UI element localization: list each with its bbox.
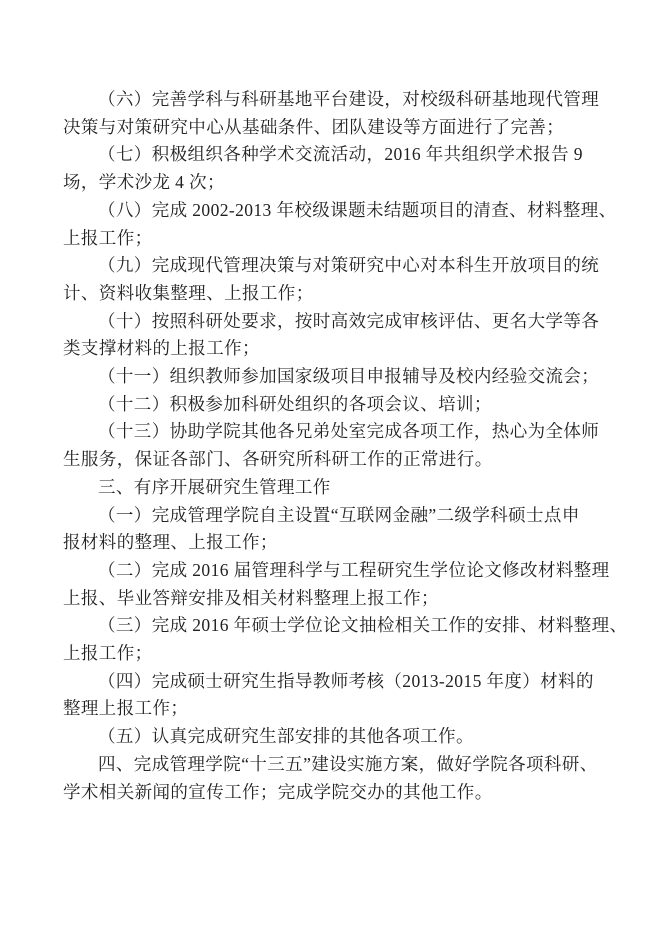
document-line: （四）完成硕士研究生指导教师考核（2013-2015 年度）材料的 [98,670,594,691]
document-line: （十）按照科研处要求，按时高效完成审核评估、更名大学等各 [98,310,600,331]
document-line: （八）完成 2002-2013 年校级课题未结题项目的清查、材料整理、 [98,199,617,220]
document-line: 场，学术沙龙 4 次； [63,172,225,193]
document-line: 类支撑材料的上报工作； [63,338,260,359]
document-line: （三）完成 2016 年硕士学位论文抽检相关工作的安排、材料整理、 [98,615,628,636]
document-line: 报材料的整理、上报工作； [63,532,278,553]
document-line: （二）完成 2016 届管理科学与工程研究生学位论文修改材料整理 [98,559,610,580]
document-line: （五）认真完成研究生部安排的其他各项工作。 [98,726,474,747]
document-line: 四、完成管理学院“十三五”建设实施方案，做好学院各项科研、 [98,753,598,774]
document-line: 上报、毕业答辩安排及相关材料整理上报工作； [63,587,439,608]
document-line: 决策与对策研究中心从基础条件、团队建设等方面进行了完善； [63,116,565,137]
document-line: （十三）协助学院其他各兄弟处室完成各项工作，热心为全体师 [98,421,600,442]
document-line: （十一）组织教师参加国家级项目申报辅导及校内经验交流会； [98,366,600,387]
document-line: （一）完成管理学院自主设置“互联网金融”二级学科硕士点申 [98,504,580,525]
document-line: （六）完善学科与科研基地平台建设，对校级科研基地现代管理 [98,89,600,109]
document-line: 计、资料收集整理、上报工作； [63,282,314,303]
document-line: （七）积极组织各种学术交流活动，2016 年共组织学术报告 9 [98,144,583,165]
document-body [63,86,628,806]
document-line: 上报工作； [63,643,153,664]
document-line: 上报工作； [63,227,153,248]
document-line: 整理上报工作； [63,698,189,719]
document-line: （九）完成现代管理决策与对策研究中心对本科生开放项目的统 [98,255,600,276]
document-line: （十二）积极参加科研处组织的各项会议、培训； [98,393,492,414]
document-line: 生服务，保证各部门、各研究所科研工作的正常进行。 [63,449,493,470]
document-line: 三、有序开展研究生管理工作 [98,476,331,497]
document-line: 学术相关新闻的宣传工作；完成学院交办的其他工作。 [63,781,493,802]
